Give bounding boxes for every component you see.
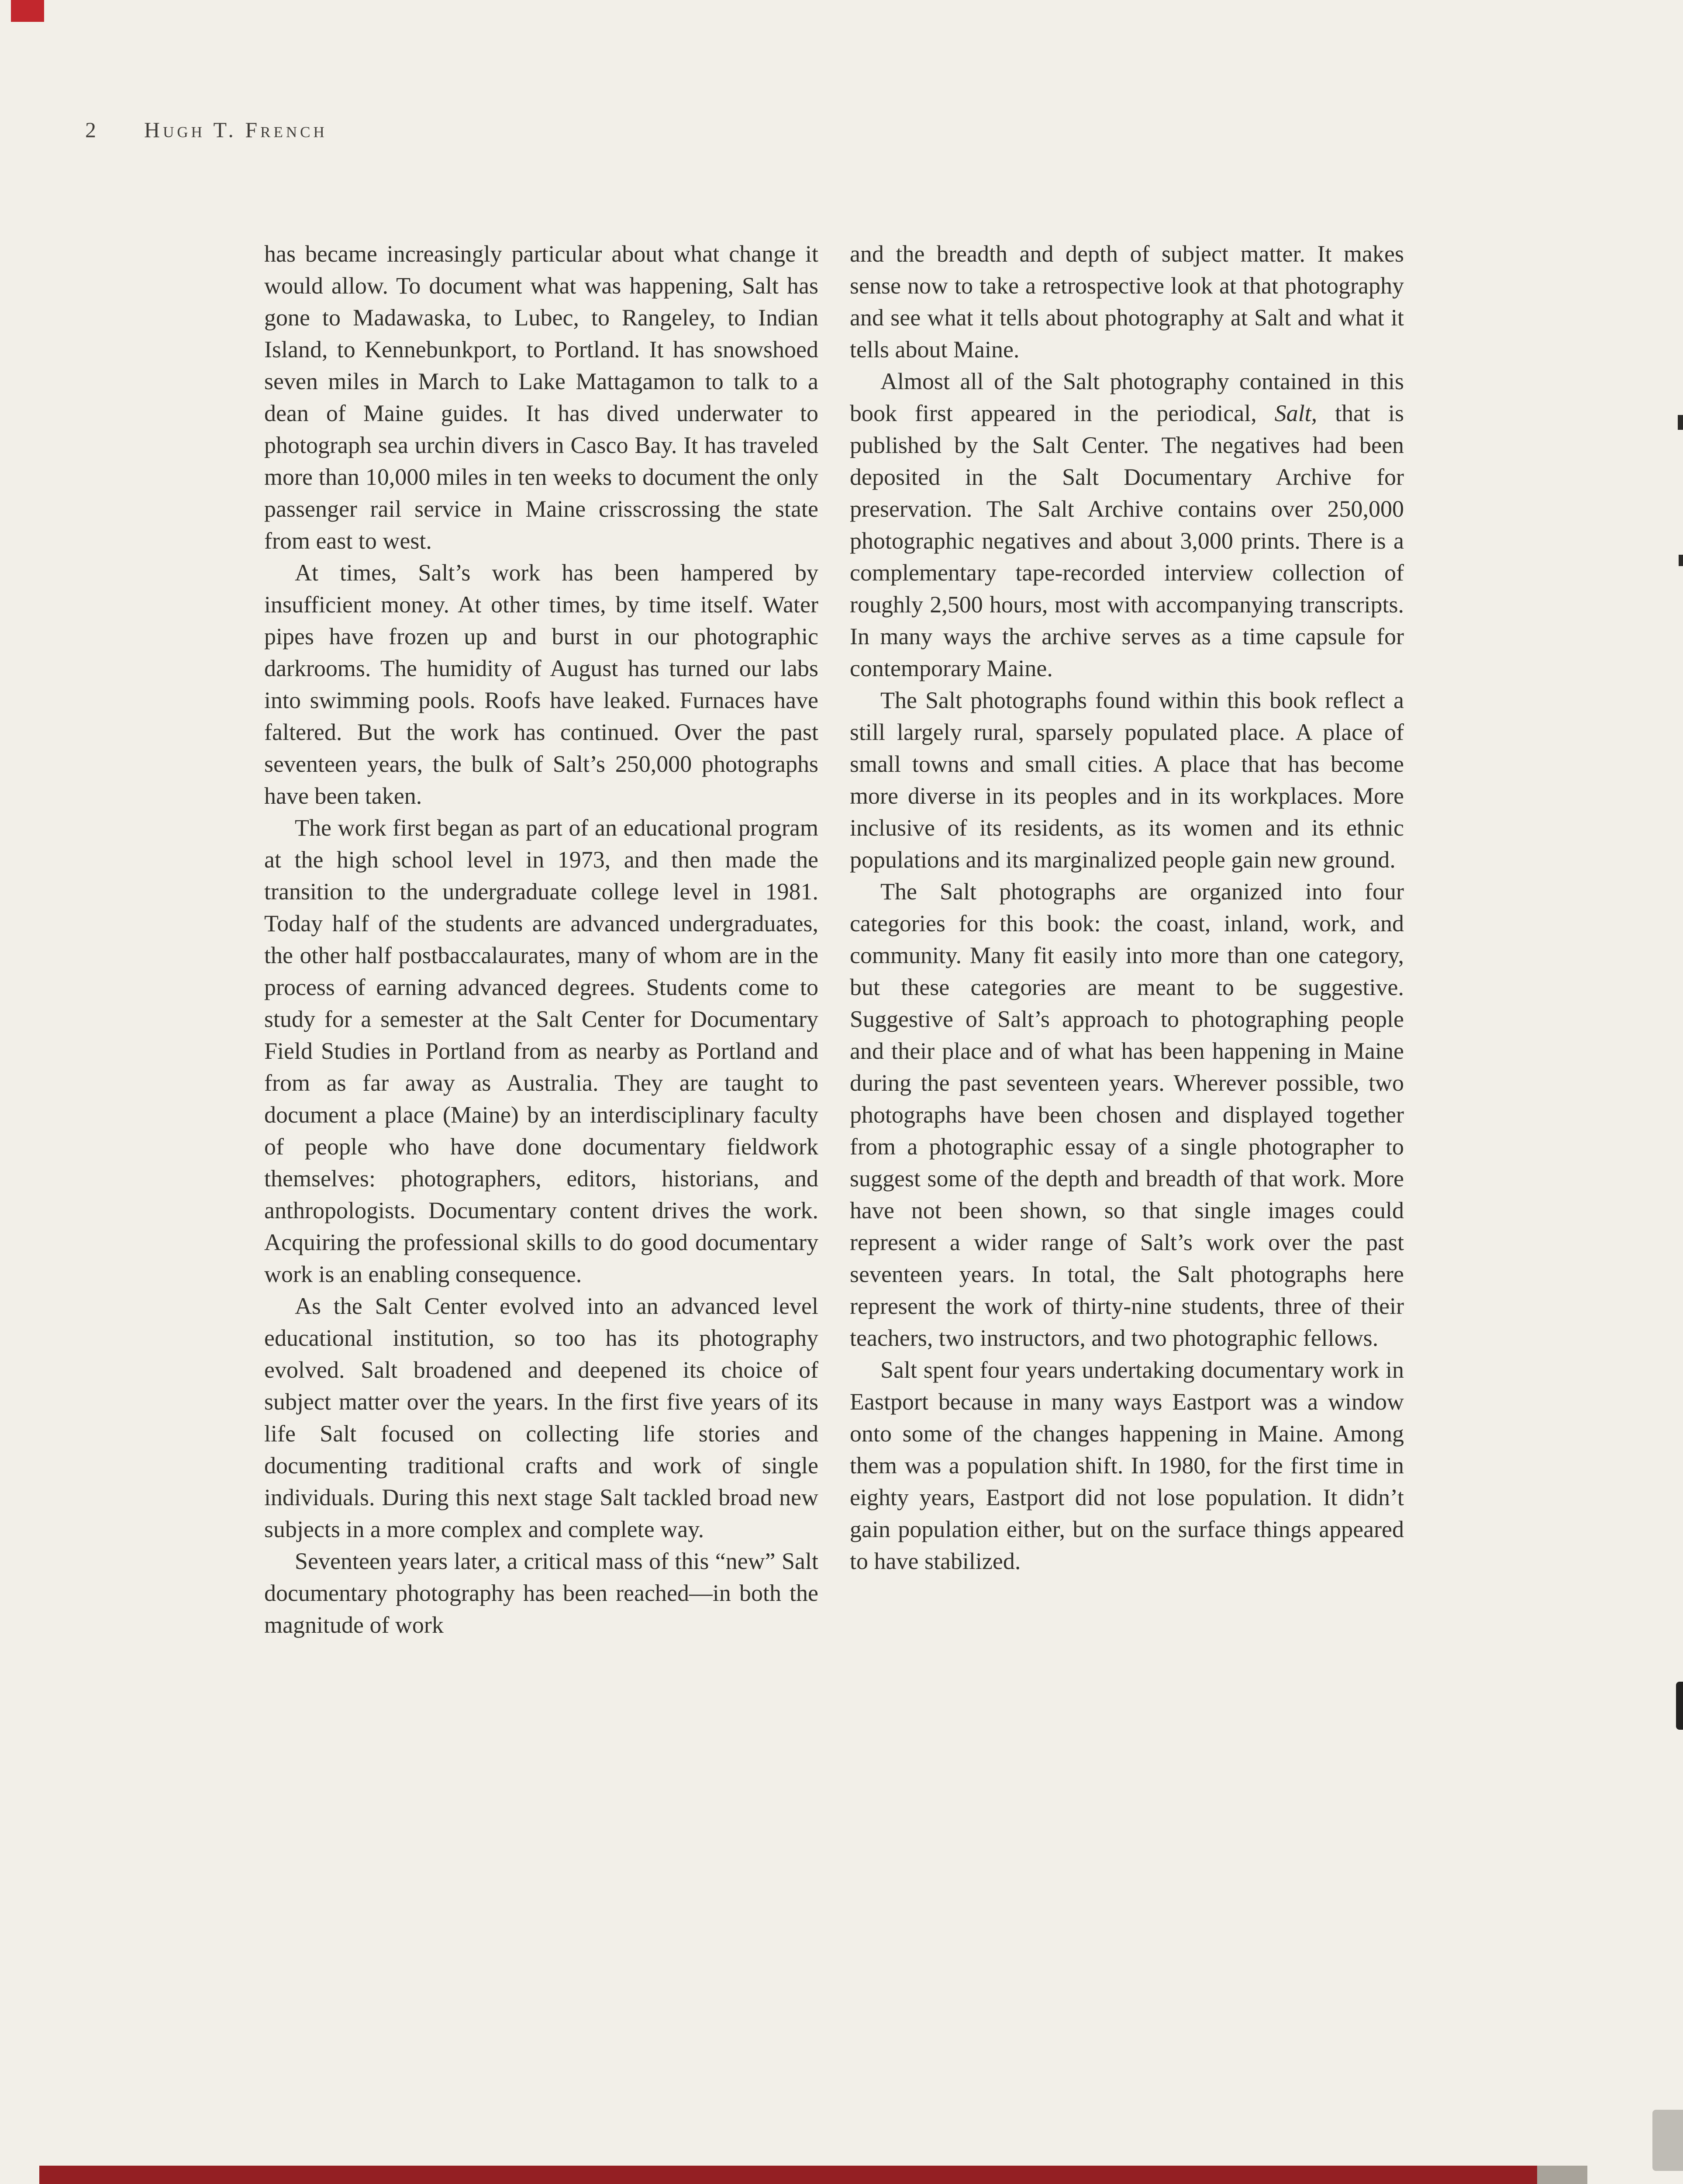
body-text: and the breadth and depth of subject matter. It makes sense now to take a retrospective look at that photography and see what it tells about photography at Salt and what it tells about Maine. bbox=[850, 241, 1404, 363]
scan-artifact-edge-blob bbox=[1676, 1682, 1683, 1730]
body-text: Almost all of the Salt photography contained in this book first appeared in the periodical, bbox=[850, 368, 1404, 426]
paragraph bbox=[850, 238, 1404, 366]
paragraph bbox=[850, 876, 1404, 1354]
paragraph bbox=[264, 812, 818, 1290]
paragraph bbox=[264, 238, 818, 557]
scan-artifact-gray-smudge bbox=[1652, 2110, 1683, 2171]
body-text: has became increasingly particular about what change it would allow. To document what was happening, Salt has gone to Madawaska, to Lubec, to Rangeley, to Indian Island, to Kennebunkport, to Portland. It has snowshoed seven miles in March to Lake Mattagamon to talk to a dean of Maine guides. It has dived underwater to photograph sea urchin divers in Casco Bay. It has traveled more than 10,000 miles in ten weeks to document the only passenger rail service in Maine crisscrossing the state from east to west. bbox=[264, 241, 818, 554]
body-text: that is published by the Salt Center. The negatives had been deposited in the Salt Documentary Archive for preservation. The Salt Archive contains over 250,000 photographic negatives and about 3,000 prints. There is a complementary tape-recorded interview collection of roughly 2,500 hours, most with accompanying transcripts. In many ways the archive serves as a time capsule for contemporary Maine. bbox=[850, 400, 1404, 681]
body-text: Seventeen years later, a critical mass of this “new” Salt documentary photography has been reached—in both the magnitude of work bbox=[264, 1548, 818, 1638]
scan-artifact-edge-mark bbox=[1679, 555, 1683, 566]
body-text: The Salt photographs are organized into four categories for this book: the coast, inland, work, and community. Many fit easily into more than one category, but these categories are meant to be suggestive. Suggestive of Salt’s approach to photographing people and their place and of what has been happening in Maine during the past seventeen years. Wherever possible, two photographs have been chosen and displayed together from a photographic essay of a single photographer to suggest some of the depth and breadth of that work. More have not been shown, so that single images could represent a wider range of Salt’s work over the past seventeen years. In total, the Salt photographs here represent the work of thirty-nine students, three of their teachers, two instructors, and two photographic fellows. bbox=[850, 878, 1404, 1351]
body-text: Salt spent four years undertaking documentary work in Eastport because in many ways Eastport was a window onto some of the changes happening in Maine. Among them was a population shift. In 1980, for the first time in eighty years, Eastport did not lose population. It didn’t gain population either, but on the surface things appeared to have stabilized. bbox=[850, 1357, 1404, 1574]
scan-artifact-red-bottom-bar bbox=[39, 2166, 1537, 2184]
body-text: The Salt photographs found within this book reflect a still largely rural, sparsely populated place. A place of small towns and small cities. A place that has become more diverse in its peoples and in its workplaces. More inclusive of its residents, as its women and its ethnic populations and its marginalized people gain new ground. bbox=[850, 687, 1404, 873]
body-text: As the Salt Center evolved into an advanced level educational institution, so too has its photography evolved. Salt broadened and deepened its choice of subject matter over the years. In the first five years of its life Salt focused on collecting life stories and documenting traditional crafts and work of single individuals. During this next stage Salt tackled broad new subjects in a more complex and complete way. bbox=[264, 1293, 818, 1542]
paragraph bbox=[850, 684, 1404, 876]
page-number: 2 bbox=[85, 117, 98, 142]
right-column bbox=[850, 238, 1404, 1641]
scan-artifact-red-top-left bbox=[11, 0, 44, 22]
paragraph bbox=[850, 366, 1404, 684]
scan-artifact-edge-mark bbox=[1678, 415, 1683, 430]
running-header bbox=[85, 117, 328, 142]
paragraph bbox=[850, 1354, 1404, 1577]
body-text: The work first began as part of an educational program at the high school level in 1973, and then made the transition to the undergraduate college level in 1981. Today half of the students are advanced undergraduates, the other half postbaccalaurates, many of whom are in the process of earning advanced degrees. Students come to study for a semester at the Salt Center for Documentary Field Studies in Portland from as nearby as Portland and from as far away as Australia. They are taught to document a place (Maine) by an interdisciplinary faculty of people who have done documentary fieldwork themselves: photographers, editors, historians, and anthropologists. Documentary content drives the work. Acquiring the professional skills to do good documentary work is an enabling consequence. bbox=[264, 815, 818, 1287]
paragraph bbox=[264, 1545, 818, 1641]
paragraph bbox=[264, 1290, 818, 1545]
scan-artifact-gray-bottom-tail bbox=[1537, 2166, 1587, 2184]
text-body bbox=[264, 238, 1404, 1641]
paragraph bbox=[264, 557, 818, 812]
italic-text: Salt, bbox=[1274, 400, 1317, 426]
running-header-title: Hugh T. French bbox=[144, 117, 328, 142]
left-column bbox=[264, 238, 818, 1641]
body-text: At times, Salt’s work has been hampered by insufficient money. At other times, by time itself. Water pipes have frozen up and burst in our photographic darkrooms. The humidity of August has turned our labs into swimming pools. Roofs have leaked. Furnaces have faltered. But the work has continued. Over the past seventeen years, the bulk of Salt’s 250,000 photographs have been taken. bbox=[264, 560, 818, 809]
